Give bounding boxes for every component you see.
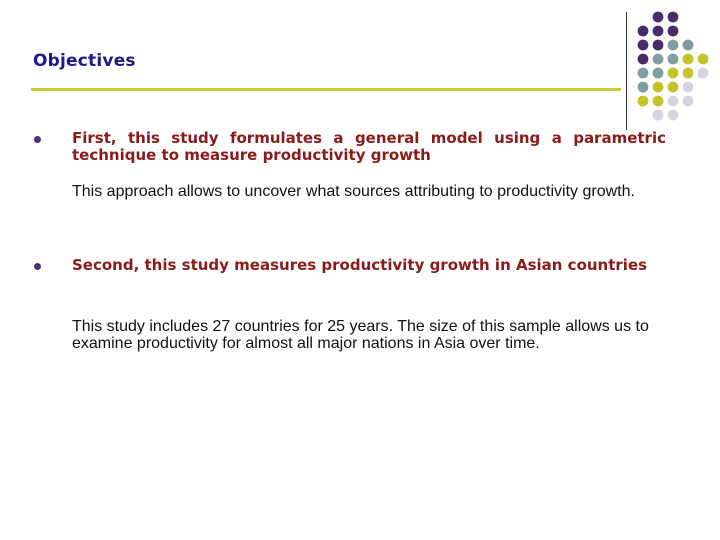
decorative-dot <box>683 54 694 65</box>
bullet-icon <box>34 263 41 270</box>
decorative-dot <box>698 68 709 79</box>
decorative-dot <box>653 26 664 37</box>
decorative-dot <box>698 54 709 65</box>
decorative-dot <box>683 68 694 79</box>
decorative-dot <box>638 82 649 93</box>
decorative-dot <box>668 82 679 93</box>
decorative-dot <box>653 110 664 121</box>
decorative-dot <box>638 40 649 51</box>
decorative-dot <box>668 68 679 79</box>
decorative-dot <box>668 26 679 37</box>
decorative-dot <box>668 40 679 51</box>
objective-2-heading: Second, this study measures productivity growth in Asian countries <box>72 256 648 274</box>
decorative-dot <box>653 12 664 23</box>
decorative-dot <box>668 12 679 23</box>
title-underline <box>31 88 621 91</box>
decorative-dot <box>653 68 664 79</box>
decorative-dot <box>668 110 679 121</box>
decorative-dot <box>638 68 649 79</box>
objective-1-detail: This approach allows to uncover what sources attributing to productivity growth. <box>72 183 635 200</box>
bullet-icon <box>34 136 41 143</box>
decorative-dot <box>653 82 664 93</box>
decorative-dot <box>668 54 679 65</box>
decorative-dot <box>653 96 664 107</box>
decorative-dot <box>683 82 694 93</box>
decorative-dot <box>653 40 664 51</box>
decorative-dot <box>653 54 664 65</box>
slide-title: Objectives <box>33 51 136 71</box>
objective-1-heading: First, this study formulates a general model using a parametric technique to measure productivity growth <box>72 129 666 164</box>
decorative-dot <box>638 26 649 37</box>
decorative-dot <box>668 96 679 107</box>
decorative-dot <box>683 40 694 51</box>
objective-2-detail: This study includes 27 countries for 25 years. The size of this sample allows us to examine productivity for almost all major nations in Asia over time. <box>72 318 649 352</box>
decorative-vertical-line <box>626 12 627 130</box>
decorative-dot <box>638 54 649 65</box>
decorative-dot <box>683 96 694 107</box>
decorative-dot <box>638 96 649 107</box>
